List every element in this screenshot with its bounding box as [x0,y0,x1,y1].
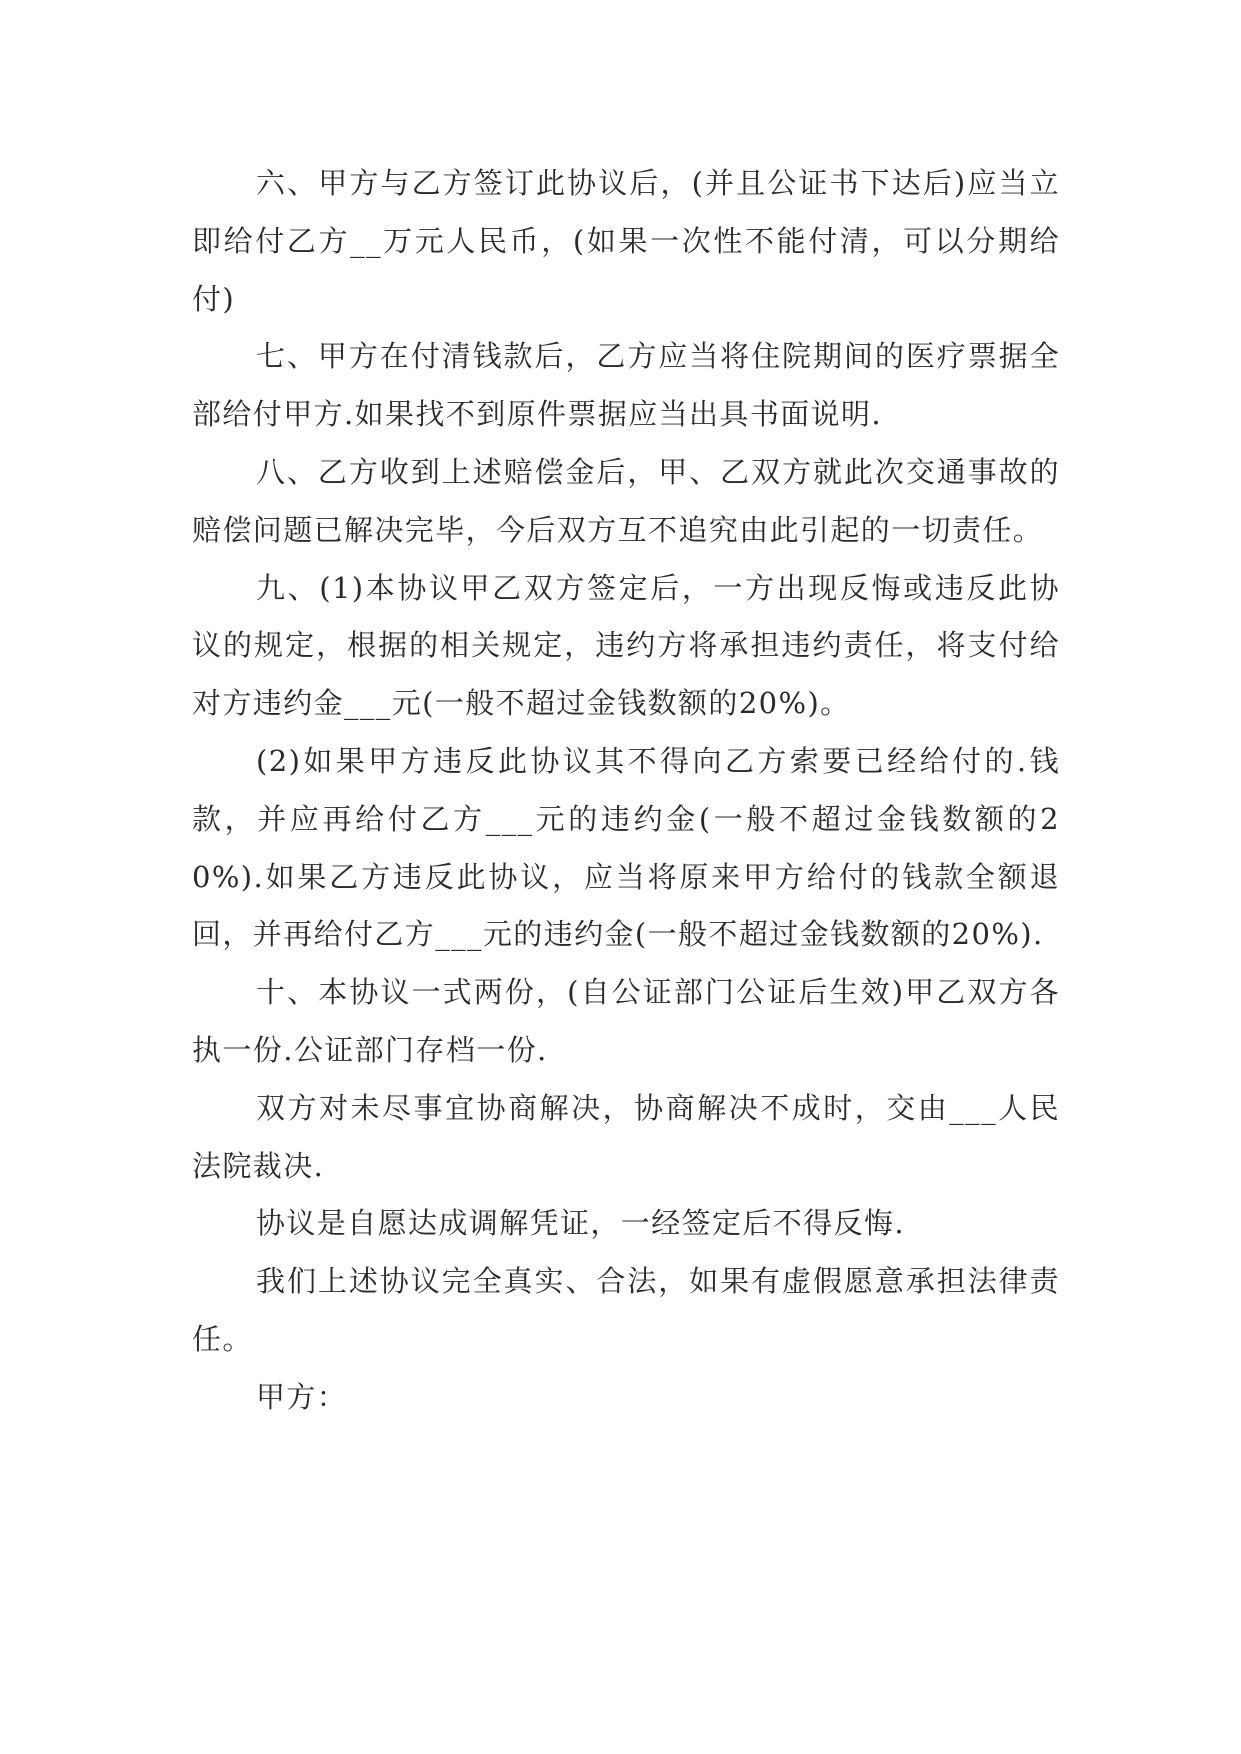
clause-ten-paragraph: 十、本协议一式两份，(自公证部门公证后生效)甲乙双方各执一份.公证部门存档一份. [192,975,1060,1067]
party-a-signature-label: 甲方： [256,1379,348,1414]
voluntary-agreement-paragraph: 协议是自愿达成调解凭证，一经签定后不得反悔. [256,1206,906,1241]
clause-six-paragraph: 六、甲方与乙方签订此协议后，(并且公证书下达后)应当立即给付乙方__万元人民币，(如果一次性不能付清，可以分期给付) [192,166,1060,316]
clause-nine-part-1-paragraph: 九、(1)本协议甲乙双方签定后，一方出现反悔或违反此协议的规定，根据的相关规定，违约方将承担违约责任，将支付给对方违约金___元(一般不超过金钱数额的20%)。 [192,570,1060,721]
document-body [192,155,1060,1427]
clause-nine-part-2-paragraph: (2)如果甲方违反此协议其不得向乙方索要已经给付的.钱款，并应再给付乙方___元的违约金(一般不超过金钱数额的20%).如果乙方违反此协议，应当将原来甲方给付的钱款全额退回，并再给付乙方___元的违约金(一般不超过金钱数额的20%). [192,743,1060,952]
clause-seven-paragraph: 七、甲方在付清钱款后，乙方应当将住院期间的医疗票据全部给付甲方.如果找不到原件票据应当出具书面说明. [192,339,1060,432]
legal-responsibility-paragraph: 我们上述协议完全真实、合法，如果有虚假愿意承担法律责任。 [192,1264,1060,1356]
dispute-resolution-paragraph: 双方对未尽事宜协商解决，协商解决不成时，交由___人民法院裁决. [192,1090,1060,1183]
clause-eight-paragraph: 八、乙方收到上述赔偿金后，甲、乙双方就此次交通事故的赔偿问题已解决完毕，今后双方互不追究由此引起的一切责任。 [192,454,1060,547]
